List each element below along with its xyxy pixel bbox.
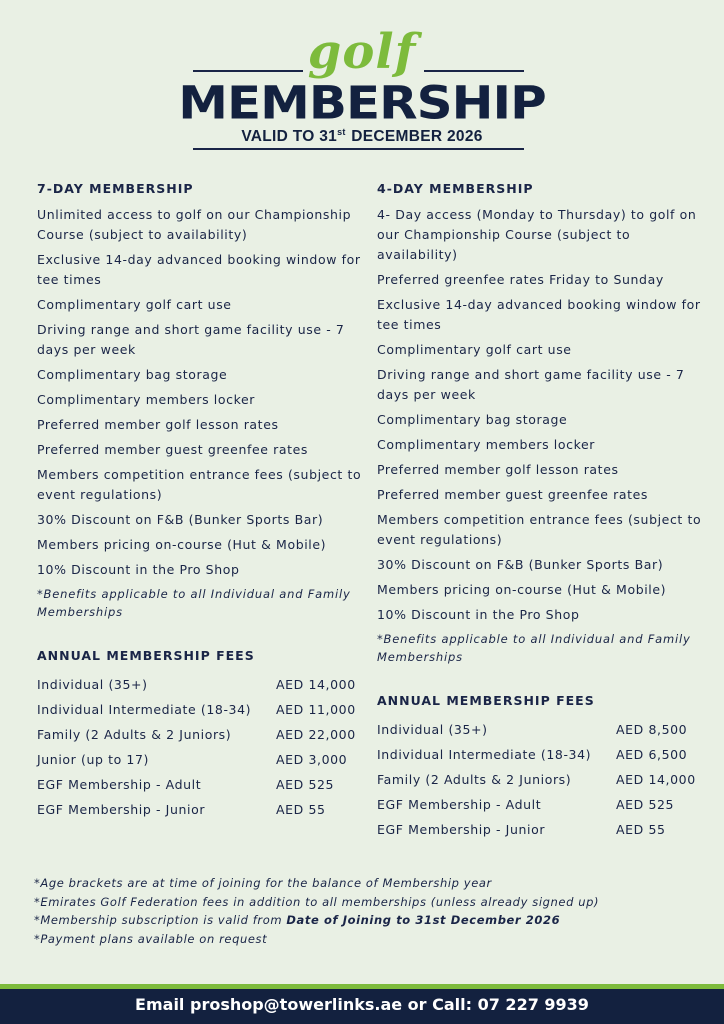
fee-name: EGF Membership - Adult: [37, 777, 202, 792]
fee-row: [377, 792, 707, 817]
benefit-item: Driving range and short game facility use - 7 days per week: [37, 322, 345, 357]
benefit-item: 4- Day access (Monday to Thursday) to golf on our Championship Course (subject to availability): [377, 207, 697, 262]
fee-name: Individual Intermediate (18-34): [37, 702, 252, 717]
fee-name: EGF Membership - Adult: [377, 797, 542, 812]
valid-date: [0, 127, 724, 146]
benefit-item: Preferred member guest greenfee rates: [37, 442, 309, 457]
membership-title: MEMBERSHIP: [178, 76, 546, 130]
footnote-egf: *Emirates Golf Federation fees in addition to all memberships (unless already signed up): [34, 894, 600, 909]
benefit-item: Preferred member guest greenfee rates: [377, 487, 649, 502]
fee-row: [377, 742, 707, 767]
fee-name: EGF Membership - Junior: [377, 822, 546, 837]
fee-name: EGF Membership - Junior: [37, 802, 206, 817]
four-day-column: [377, 180, 707, 842]
footnotes: [34, 874, 694, 948]
fee-name: Family (2 Adults & 2 Juniors): [37, 727, 232, 742]
fee-name: Individual Intermediate (18-34): [377, 747, 592, 762]
benefit-item: Preferred member golf lesson rates: [37, 417, 279, 432]
seven-day-title: 7-DAY MEMBERSHIP: [37, 181, 194, 196]
benefit-item: Complimentary members locker: [377, 437, 596, 452]
fee-amount: AED 14,000: [276, 677, 356, 692]
valid-sup: st: [337, 127, 346, 137]
benefit-item: Exclusive 14-day advanced booking window for tee times: [377, 297, 701, 332]
golf-script-logo: golf: [307, 24, 417, 80]
fee-amount: AED 14,000: [616, 772, 696, 787]
fee-row: [377, 717, 707, 742]
fee-amount: AED 55: [276, 802, 326, 817]
four-day-note: *Benefits applicable to all Individual and Family Memberships: [377, 632, 691, 664]
footnote-age: *Age brackets are at time of joining for the balance of Membership year: [34, 876, 492, 890]
footnote-validity-text: *Membership subscription is valid from: [34, 913, 287, 927]
fee-amount: AED 525: [276, 777, 335, 792]
benefit-item: Complimentary golf cart use: [37, 297, 232, 312]
four-day-fees-title: ANNUAL MEMBERSHIP FEES: [377, 693, 595, 708]
four-day-title: 4-DAY MEMBERSHIP: [377, 181, 534, 196]
benefit-item: Preferred greenfee rates Friday to Sunday: [377, 272, 664, 287]
fee-name: Individual (35+): [37, 677, 148, 692]
valid-prefix: VALID TO 31: [241, 128, 338, 145]
header: [0, 0, 724, 160]
footer-contact: Email proshop@towerlinks.ae or Call: 07 227 9939: [135, 995, 589, 1014]
fee-name: Individual (35+): [377, 722, 488, 737]
footnote-validity: [34, 911, 694, 930]
benefit-item: Members competition entrance fees (subject to event regulations): [37, 467, 362, 502]
benefit-item: Exclusive 14-day advanced booking window for tee times: [37, 252, 361, 287]
fee-amount: AED 11,000: [276, 702, 356, 717]
fee-amount: AED 22,000: [276, 727, 356, 742]
benefit-item: 30% Discount on F&B (Bunker Sports Bar): [37, 512, 324, 527]
fee-row: [37, 772, 367, 797]
benefit-item: Driving range and short game facility use - 7 days per week: [377, 367, 685, 402]
fee-row: [37, 797, 367, 822]
seven-day-benefits: [37, 205, 367, 580]
footnote-validity-bold: Date of Joining to 31st December 2026: [286, 913, 561, 927]
fee-amount: AED 8,500: [616, 722, 688, 737]
benefit-item: Complimentary bag storage: [377, 412, 568, 427]
footer-contact-bar: [0, 989, 724, 1024]
fee-row: [377, 767, 707, 792]
four-day-fees: [377, 717, 707, 842]
fee-name: Junior (up to 17): [37, 752, 149, 767]
benefit-item: Complimentary golf cart use: [377, 342, 572, 357]
benefit-item: Preferred member golf lesson rates: [377, 462, 619, 477]
header-rule-bottom: [193, 148, 524, 150]
fee-row: [37, 672, 367, 697]
fee-row: [37, 722, 367, 747]
fee-amount: AED 6,500: [616, 747, 688, 762]
fee-row: [37, 747, 367, 772]
fee-name: Family (2 Adults & 2 Juniors): [377, 772, 572, 787]
footnote-payment: *Payment plans available on request: [34, 931, 268, 946]
valid-suffix: DECEMBER 2026: [351, 128, 483, 145]
fee-row: [37, 697, 367, 722]
seven-day-fees-title: ANNUAL MEMBERSHIP FEES: [37, 648, 255, 663]
benefit-item: Complimentary members locker: [37, 392, 256, 407]
fee-amount: AED 525: [616, 797, 675, 812]
benefit-item: Unlimited access to golf on our Championship Course (subject to availability): [37, 207, 352, 242]
seven-day-column: [37, 180, 367, 822]
fee-row: [377, 817, 707, 842]
fee-amount: AED 55: [616, 822, 666, 837]
benefit-item: 10% Discount in the Pro Shop: [37, 562, 240, 577]
benefit-item: Members pricing on-course (Hut & Mobile): [377, 582, 667, 597]
benefit-item: Complimentary bag storage: [37, 367, 228, 382]
benefit-item: Members competition entrance fees (subject to event regulations): [377, 512, 702, 547]
benefit-item: 30% Discount on F&B (Bunker Sports Bar): [377, 557, 664, 572]
seven-day-fees: [37, 672, 367, 822]
benefit-item: Members pricing on-course (Hut & Mobile): [37, 537, 327, 552]
four-day-benefits: [377, 205, 707, 625]
fee-amount: AED 3,000: [276, 752, 348, 767]
seven-day-note: *Benefits applicable to all Individual and Family Memberships: [37, 587, 351, 619]
benefit-item: 10% Discount in the Pro Shop: [377, 607, 580, 622]
